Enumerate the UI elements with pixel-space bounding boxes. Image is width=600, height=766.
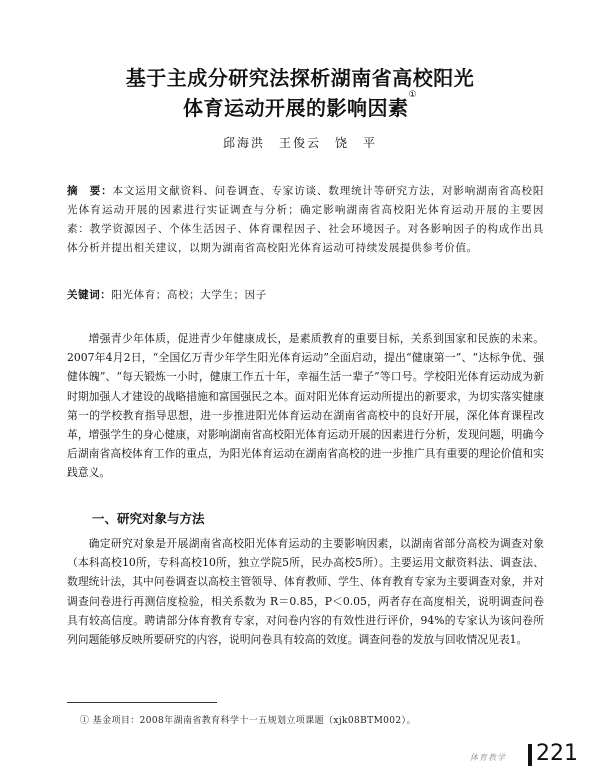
title-line-2-text: 体育运动开展的影响因素 [182,96,409,120]
title-footnote-marker: ① [408,90,418,100]
footnote [80,713,540,726]
section-heading: 一、研究对象与方法 [92,511,205,526]
abstract-label: 摘 要： [67,185,113,197]
title-line-1-text: 基于主成分研究法探析湖南省高校阳光 [125,66,475,90]
body-paragraph: 增强青少年体质，促进青少年健康成长，是素质教育的重要目标，关系到国家和民族的未来。2007年4月2日，“全国亿万青少年学生阳光体育运动”全面启动，提出“健康第一”、“达标争优、强健体魄”、“每天锻炼一小时，健康工作五十年，幸福生活一辈子”等口号。学校阳光体育运动成为新时期加强人才建设的战略措施和富国强民之本。面对阳光体育运动所提出的新要求，为切实落实健康第一的学校教育指导思想，进一步推进阳光体育运动在湖南省高校中的良好开展，深化体育课程改革，增强学生的身心健康，对影响湖南省高校阳光体育运动开展的因素进行分析，发现问题，明确今后湖南省高校体育工作的重点，为阳光体育运动在湖南省高校的进一步推广具有重要的理论价值和实践意义。 [67,332,544,480]
abstract-text: 本文运用文献资料、问卷调查、专家访谈、数理统计等研究方法，对影响湖南省高校阳光体育运动开展的因素进行实证调查与分析；确定影响湖南省高校阳光体育运动开展的主要因素：教学资源因子、个体生活因子、体育课程因子、社会环境因子。对各影响因子的构成作出具体分析并提出相关建议，以期为湖南省高校阳光体育运动可持续发展提供参考价值。 [67,185,544,254]
page-number-bar [528,744,532,766]
title-line-2 [40,92,560,121]
body-paragraph: 确定研究对象是开展湖南省高校阳光体育运动的主要影响因素，以湖南省部分高校为调查对象（本科高校10所，专科高校10所，独立学院5所，民办高校5所）。主要运用文献资料法、调查法、数理统计法，其中问卷调查以高校主管领导、体育教师、学生、体育教育专家为主要调查对象，并对调查问卷进行再测信度检验，相关系数为 R＝0.85，P＜0.05，两者存在高度相关，说明调查问卷具有较高信度。聘请部分体育教育专家，对问卷内容的有效性进行评价，94%的专家认为该问卷所列问题能够反映所要研究的内容，说明问卷具有较高的效度。调查问卷的发放与回收情况见表1。 [67,537,544,647]
page-number: 221 [536,741,578,766]
footnote-text: 基金项目：2008年湖南省教育科学十一五规划立项课题（xjk08BTM002）。 [92,716,416,726]
keywords [67,286,544,305]
abstract [67,182,544,258]
authors: 邱海洪 王俊云 饶 平 [222,136,377,150]
title-line-1 [40,62,560,91]
intro-section [67,329,544,483]
footnote-divider [67,702,217,703]
footnote-marker: ① [80,716,90,726]
keywords-text: 阳光体育；高校；大学生；因子 [111,289,267,301]
running-head: 体育教学 [470,753,506,762]
keywords-label: 关键词： [67,289,112,301]
methods-section [67,534,544,649]
